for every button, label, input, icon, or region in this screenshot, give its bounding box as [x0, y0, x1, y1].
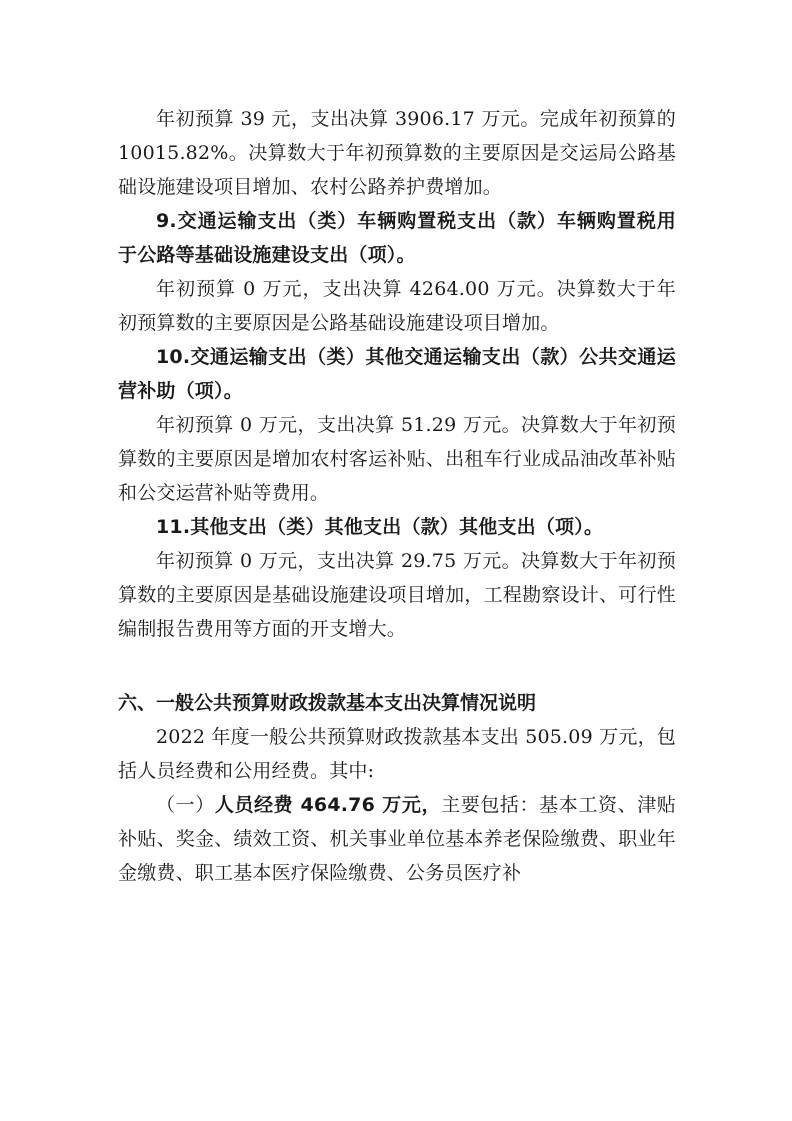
- document-body: [118, 102, 676, 890]
- personnel-amount: 人员经费 464.76 万元，: [214, 794, 442, 816]
- item-10-heading: 10.交通运输支出（类）其他交通运输支出（款）公共交通运营补助（项）。: [118, 346, 676, 402]
- paragraph-item-11-detail: 年初预算 0 万元，支出决算 29.75 万元。决算数大于年初预算数的主要原因是基础设施建设项目增加，工程勘察设计、可行性编制报告费用等方面的开支增大。: [118, 550, 676, 640]
- personnel-details: 主要包括：基本工资、津贴补贴、奖金、绩效工资、机关事业单位基本养老保险缴费、职业年金缴费、职工基本医疗保险缴费、公务员医疗补: [118, 794, 677, 884]
- item-11-heading: 11.其他支出（类）其他支出（款）其他支出（项）。: [156, 516, 604, 538]
- item-9-heading: 9.交通运输支出（类）车辆购置税支出（款）车辆购置税用于公路等基础设施建设支出（项）。: [118, 210, 676, 266]
- section-6-personnel-expenses: [118, 788, 676, 890]
- personnel-prefix: （一）: [156, 794, 215, 816]
- paragraph-item-10-detail: 年初预算 0 万元，支出决算 51.29 万元。决算数大于年初预算数的主要原因是增加农村客运补贴、出租车行业成品油改革补贴和公交运营补贴等费用。: [118, 414, 676, 504]
- paragraph-item-8-detail: 年初预算 39 元，支出决算 3906.17 万元。完成年初预算的 10015.82%。决算数大于年初预算数的主要原因是交运局公路基础设施建设项目增加、农村公路养护费增加。: [118, 108, 676, 198]
- section-6-title: 六、一般公共预算财政拨款基本支出决算情况说明: [118, 692, 537, 714]
- section-6-intro: 2022 年度一般公共预算财政拨款基本支出 505.09 万元，包括人员经费和公用经费。其中:: [118, 726, 676, 782]
- paragraph-item-9-detail: 年初预算 0 万元，支出决算 4264.00 万元。决算数大于年初预算数的主要原因是公路基础设施建设项目增加。: [118, 278, 676, 334]
